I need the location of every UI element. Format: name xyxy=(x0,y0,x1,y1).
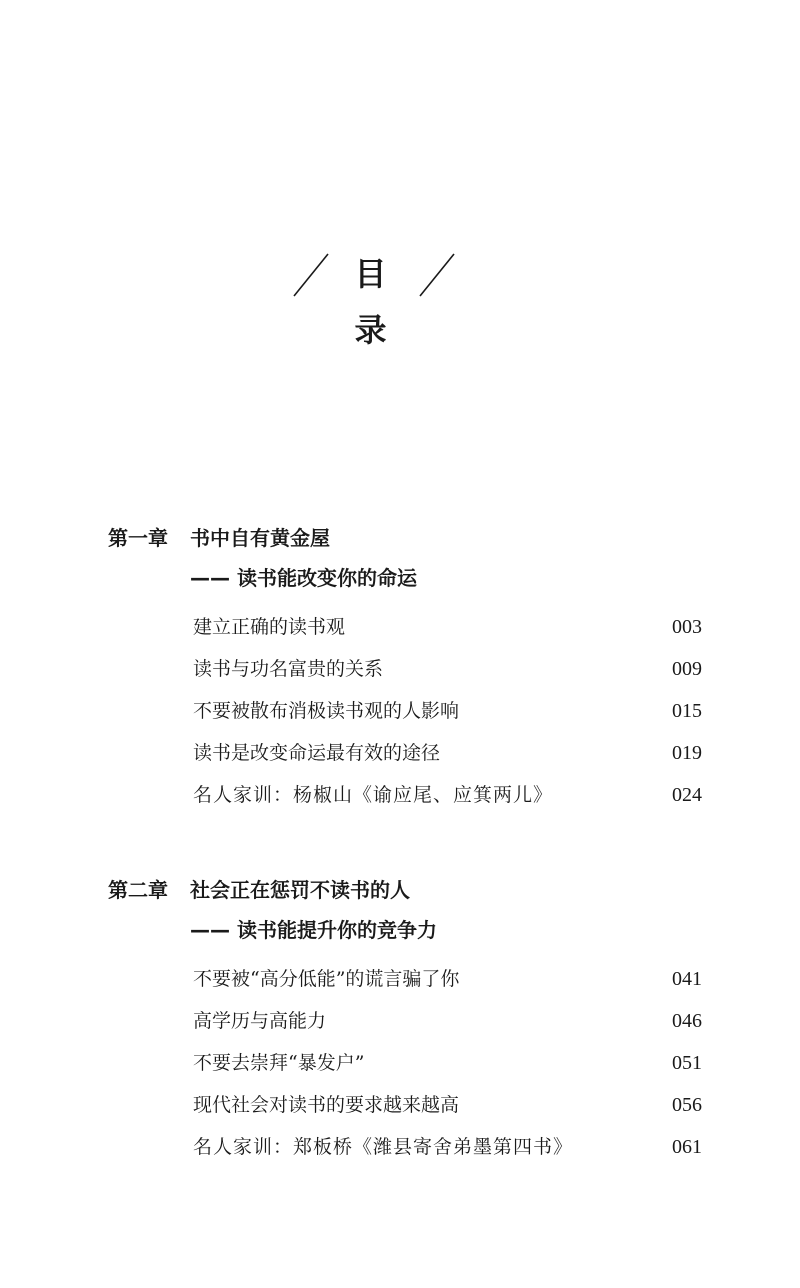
toc-entry-label: 读书与功名富贵的关系 xyxy=(193,658,384,680)
toc-entry-page: 041 xyxy=(672,968,702,990)
toc-entry[interactable] xyxy=(193,690,708,732)
toc-entry[interactable] xyxy=(193,732,708,774)
chapter-subtitle: —— 读书能提升你的竞争力 xyxy=(190,918,437,942)
toc-entry-list xyxy=(108,958,708,1168)
toc-entry-family-motto[interactable] xyxy=(193,774,708,816)
toc-entry[interactable] xyxy=(193,648,708,690)
toc-entry-label: 现代社会对读书的要求越来越高 xyxy=(193,1094,460,1116)
toc-entry-page: 056 xyxy=(672,1094,702,1116)
toc-entry[interactable] xyxy=(193,606,708,648)
toc-entry-page: 015 xyxy=(672,700,702,722)
chapter-1 xyxy=(108,524,708,816)
toc-entry[interactable] xyxy=(193,1084,708,1126)
toc-entry-page: 019 xyxy=(672,742,702,764)
toc-title: 目 录 xyxy=(354,255,397,349)
toc-title-block xyxy=(290,240,460,349)
toc-entry-label: 不要被“高分低能”的谎言骗了你 xyxy=(193,968,460,990)
toc-entry-label: 读书是改变命运最有效的途径 xyxy=(193,742,441,764)
toc-entry-page: 009 xyxy=(672,658,702,680)
toc-entry[interactable] xyxy=(193,1000,708,1042)
toc-entry-label: 不要被散布消极读书观的人影响 xyxy=(193,700,460,722)
chapter-subtitle: —— 读书能改变你的命运 xyxy=(190,566,417,590)
toc-entry-page: 046 xyxy=(672,1010,702,1032)
toc-entry-list xyxy=(108,606,708,816)
chapter-title: 书中自有黄金屋 xyxy=(190,526,330,550)
chapter-heading xyxy=(108,876,708,904)
toc-entry-label: 名人家训：郑板桥《潍县寄舍弟墨第四书》 xyxy=(193,1136,574,1158)
chapter-number: 第二章 xyxy=(108,878,168,902)
toc-entry-page: 003 xyxy=(672,616,702,638)
toc-entry[interactable] xyxy=(193,958,708,1000)
toc-entry[interactable] xyxy=(193,1042,708,1084)
chapter-2 xyxy=(108,876,708,1168)
toc-entry-family-motto[interactable] xyxy=(193,1126,708,1168)
toc-entry-label: 不要去崇拜“暴发户” xyxy=(193,1052,365,1074)
toc-entry-page: 061 xyxy=(672,1136,702,1158)
toc-entry-label: 建立正确的读书观 xyxy=(193,616,346,638)
toc-entry-label: 名人家训：杨椒山《谕应尾、应箕两儿》 xyxy=(193,784,554,806)
toc-entry-label: 高学历与高能力 xyxy=(193,1010,327,1032)
toc-entry-page: 024 xyxy=(672,784,702,806)
toc-entry-page: 051 xyxy=(672,1052,702,1074)
chapter-number: 第一章 xyxy=(108,526,168,550)
chapter-title: 社会正在惩罚不读书的人 xyxy=(190,878,410,902)
chapter-heading xyxy=(108,524,708,552)
